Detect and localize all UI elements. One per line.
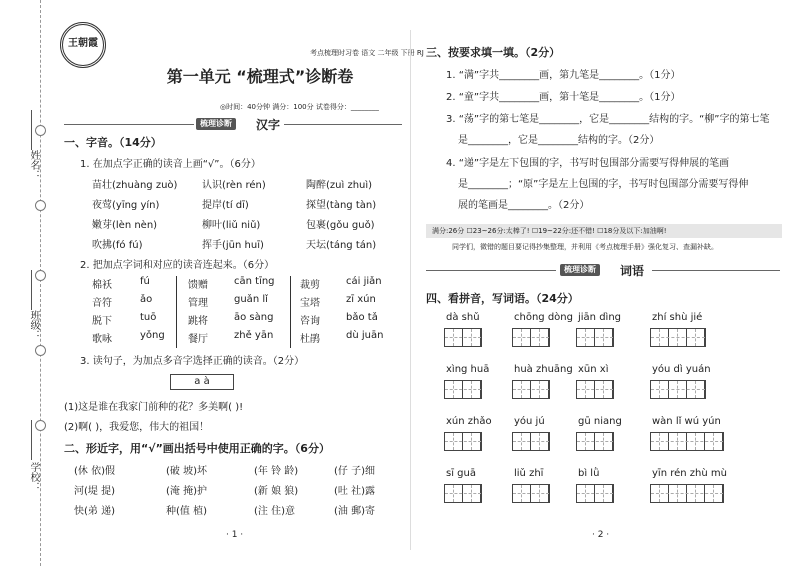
band-line bbox=[426, 270, 556, 271]
word-pinyin: xún zhǎo bbox=[446, 416, 492, 427]
pinyin-choice[interactable]: 提岸(tí dī) bbox=[202, 200, 249, 211]
writing-grid[interactable] bbox=[650, 432, 724, 451]
match-word[interactable]: 音符 bbox=[92, 298, 112, 309]
shape-choice[interactable]: (仔 子)细 bbox=[334, 466, 375, 477]
writing-grid[interactable] bbox=[444, 328, 482, 347]
band-line bbox=[284, 124, 402, 125]
word-pinyin: xìng huā bbox=[446, 364, 490, 375]
page-divider bbox=[410, 30, 411, 550]
word-pinyin: yīn rén zhù mù bbox=[652, 468, 727, 479]
match-pinyin[interactable]: cái jiǎn bbox=[346, 276, 382, 287]
section-heading: 四、看拼音，写词语。（24分） bbox=[426, 292, 579, 305]
grid-midline bbox=[577, 441, 613, 442]
pinyin-choice[interactable]: 包裹(gǒu guǒ) bbox=[306, 220, 375, 231]
match-word[interactable]: 裁剪 bbox=[300, 280, 320, 291]
study-note: 同学们，微错的题目要记得抄集整理，并利用《考点梳理手册》强化复习、查漏补缺。 bbox=[452, 243, 718, 251]
question-text[interactable]: 2. “童”字共________画，第十笔是________。（1分） bbox=[446, 92, 681, 103]
shape-choice[interactable]: (淹 掩)护 bbox=[166, 486, 207, 497]
writing-grid[interactable] bbox=[650, 328, 706, 347]
grid-midline bbox=[513, 389, 549, 390]
pinyin-choice[interactable]: 挥手(jūn huī) bbox=[202, 240, 264, 251]
grid-midline bbox=[445, 337, 481, 338]
shape-choice[interactable]: (破 坡)坏 bbox=[166, 466, 207, 477]
grid-midline bbox=[651, 441, 723, 442]
word-pinyin: zhí shù jié bbox=[652, 312, 703, 323]
shape-choice[interactable]: (新 娘 狼) bbox=[254, 486, 299, 497]
binding-hole bbox=[35, 270, 46, 281]
word-pinyin: huà zhuāng bbox=[514, 364, 573, 375]
word-pinyin: gū niang bbox=[578, 416, 622, 427]
band-line bbox=[64, 124, 194, 125]
score-bar-text[interactable]: 满分:26分 ☐23~26分:太棒了! ☐19~22分:还不错! ☐18分及以下:加油啊! bbox=[432, 227, 667, 235]
grid-midline bbox=[513, 441, 549, 442]
grid-midline bbox=[651, 337, 705, 338]
grid-midline bbox=[577, 337, 613, 338]
question-text[interactable]: 是________，它是________结构的字。（2分） bbox=[458, 135, 660, 146]
word-pinyin: chōng dòng bbox=[514, 312, 573, 323]
word-pinyin: dà shǔ bbox=[446, 312, 480, 323]
match-word[interactable]: 管理 bbox=[188, 298, 208, 309]
question-text: 3. 读句子，为加点多音字选择正确的读音。（2分） bbox=[80, 356, 305, 367]
binding-hole bbox=[35, 200, 46, 211]
publisher-logo: 王朝霞 bbox=[60, 22, 106, 68]
question-text[interactable]: 3. “荡”字的第七笔是________，它是________结构的字。“柳”字的第七笔 bbox=[446, 114, 770, 125]
word-pinyin: yóu dì yuán bbox=[652, 364, 711, 375]
class-field[interactable] bbox=[31, 270, 32, 310]
binding-margin bbox=[0, 0, 52, 566]
match-word[interactable]: 餐厅 bbox=[188, 334, 208, 345]
writing-grid[interactable] bbox=[650, 484, 724, 503]
pinyin-choice[interactable]: 夜莺(yīng yín) bbox=[92, 200, 160, 211]
word-pinyin: bì lǜ bbox=[578, 468, 600, 479]
match-pinyin[interactable]: tuō bbox=[140, 312, 157, 323]
shape-choice[interactable]: 快(弟 递) bbox=[74, 506, 115, 517]
question-text: 2. 把加点字词和对应的读音连起来。（6分） bbox=[80, 260, 275, 271]
class-label: 班级： bbox=[28, 310, 39, 340]
pinyin-options-box: a à bbox=[170, 374, 234, 390]
question-sentence[interactable]: (1)这是谁在我家门前种的花？多美啊( )! bbox=[64, 402, 244, 413]
word-pinyin: sī guā bbox=[446, 468, 476, 479]
band-tag: 梳理诊断 bbox=[196, 118, 236, 130]
writing-grid[interactable] bbox=[512, 380, 550, 399]
writing-grid[interactable] bbox=[512, 484, 550, 503]
shape-choice[interactable]: (年 铃 龄) bbox=[254, 466, 299, 477]
grid-midline bbox=[445, 389, 481, 390]
word-pinyin: xūn xì bbox=[578, 364, 609, 375]
binding-hole bbox=[35, 345, 46, 356]
match-pinyin[interactable]: guǎn lǐ bbox=[234, 294, 268, 305]
column-divider bbox=[290, 276, 291, 348]
writing-grid[interactable] bbox=[576, 380, 614, 399]
school-label: 学校： bbox=[28, 462, 39, 492]
question-text: 1. 在加点字正确的读音上画“√”。（6分） bbox=[80, 159, 261, 170]
match-pinyin[interactable]: zhě yān bbox=[234, 330, 274, 341]
pinyin-choice[interactable]: 探望(tàng tàn) bbox=[306, 200, 377, 211]
pinyin-choice[interactable]: 陶醉(zuì zhuì) bbox=[306, 180, 373, 191]
band-tag: 梳理诊断 bbox=[560, 264, 600, 276]
name-label: 姓名： bbox=[28, 150, 39, 180]
shape-choice[interactable]: 河(堤 提) bbox=[74, 486, 115, 497]
grid-midline bbox=[445, 441, 481, 442]
writing-grid[interactable] bbox=[650, 380, 706, 399]
writing-grid[interactable] bbox=[444, 484, 482, 503]
pinyin-choice[interactable]: 认识(rèn rén) bbox=[202, 180, 266, 191]
shape-choice[interactable]: (吐 社)露 bbox=[334, 486, 375, 497]
match-word[interactable]: 咨询 bbox=[300, 316, 320, 327]
pinyin-choice[interactable]: 苗壮(zhuàng zuò) bbox=[92, 180, 178, 191]
grid-midline bbox=[445, 493, 481, 494]
word-pinyin: wàn lǐ wú yún bbox=[652, 416, 721, 427]
match-pinyin[interactable]: āo sàng bbox=[234, 312, 274, 323]
grid-midline bbox=[651, 493, 723, 494]
page-number: · 2 · bbox=[592, 530, 610, 540]
pinyin-choice[interactable]: 嫩芽(lèn nèn) bbox=[92, 220, 158, 231]
match-pinyin[interactable]: ǎo bbox=[140, 294, 153, 305]
shape-choice[interactable]: (油 郵)寄 bbox=[334, 506, 375, 517]
word-pinyin: yóu jú bbox=[514, 416, 545, 427]
band-line bbox=[652, 270, 780, 271]
match-word[interactable]: 馈赠 bbox=[188, 280, 208, 291]
match-pinyin[interactable]: fú bbox=[140, 276, 150, 287]
writing-grid[interactable] bbox=[576, 328, 614, 347]
question-text[interactable]: 是________；“原”字是左上包围的字，书写时包围部分需要写得伸 bbox=[458, 179, 749, 190]
writing-grid[interactable] bbox=[576, 432, 614, 451]
exam-meta: ◎时间：40分钟 满分：100分 试卷得分：________ bbox=[220, 103, 379, 111]
column-divider bbox=[176, 276, 177, 348]
pinyin-choice[interactable]: 柳叶(liǔ niǔ) bbox=[202, 220, 261, 231]
grid-midline bbox=[513, 337, 549, 338]
pinyin-choice[interactable]: 天坛(táng tán) bbox=[306, 240, 377, 251]
page-title: 第一单元 “梳理式”诊断卷 bbox=[166, 67, 354, 86]
section-heading: 一、字音。（14分） bbox=[64, 136, 162, 149]
series-info: 考点梳理时习卷 语文 二年级 下册 RJ bbox=[310, 49, 424, 57]
shape-choice[interactable]: 种(值 植) bbox=[166, 506, 207, 517]
pinyin-choice[interactable]: 吹拂(fó fú) bbox=[92, 240, 143, 251]
name-field[interactable] bbox=[31, 110, 32, 150]
shape-choice[interactable]: (休 依)假 bbox=[74, 466, 115, 477]
writing-grid[interactable] bbox=[444, 432, 482, 451]
writing-grid[interactable] bbox=[444, 380, 482, 399]
match-word[interactable]: 杜鹃 bbox=[300, 334, 320, 345]
section-heading: 二、形近字，用“√”画出括号中使用正确的字。（6分） bbox=[64, 442, 330, 455]
match-word[interactable]: 脱下 bbox=[92, 316, 112, 327]
match-pinyin[interactable]: yǒng bbox=[140, 330, 165, 341]
writing-grid[interactable] bbox=[512, 432, 550, 451]
score-bar bbox=[426, 224, 782, 238]
shape-choice[interactable]: (注 住)意 bbox=[254, 506, 295, 517]
writing-grid[interactable] bbox=[576, 484, 614, 503]
question-sentence[interactable]: (2)啊( )，我爱您，伟大的祖国！ bbox=[64, 422, 210, 433]
match-word[interactable]: 棉袄 bbox=[92, 280, 112, 291]
grid-midline bbox=[577, 493, 613, 494]
page-number: · 1 · bbox=[226, 530, 244, 540]
grid-midline bbox=[513, 493, 549, 494]
match-pinyin[interactable]: bǎo tǎ bbox=[346, 312, 378, 323]
question-text[interactable]: 展的笔画是________。（2分） bbox=[458, 200, 590, 211]
grid-midline bbox=[577, 389, 613, 390]
school-field[interactable] bbox=[31, 420, 32, 460]
word-pinyin: jiān dìng bbox=[578, 312, 622, 323]
grid-midline bbox=[651, 389, 705, 390]
match-word[interactable]: 宝塔 bbox=[300, 298, 320, 309]
binding-hole bbox=[35, 125, 46, 136]
band-title: 词语 bbox=[620, 264, 645, 278]
section-heading: 三、按要求填一填。（2分） bbox=[426, 46, 561, 59]
question-text[interactable]: 4. “递”字是左下包围的字，书写时包围部分需要写得伸展的笔画 bbox=[446, 158, 730, 169]
match-pinyin[interactable]: zī xún bbox=[346, 294, 376, 305]
word-pinyin: liǔ zhī bbox=[514, 468, 544, 479]
match-word[interactable]: 歌咏 bbox=[92, 334, 112, 345]
match-word[interactable]: 跳将 bbox=[188, 316, 208, 327]
band-title: 汉字 bbox=[256, 118, 281, 132]
binding-hole bbox=[35, 420, 46, 431]
match-pinyin[interactable]: dù juān bbox=[346, 330, 384, 341]
match-pinyin[interactable]: cān tīng bbox=[234, 276, 275, 287]
question-text[interactable]: 1. “满”字共________画，第九笔是________。（1分） bbox=[446, 70, 681, 81]
writing-grid[interactable] bbox=[512, 328, 550, 347]
